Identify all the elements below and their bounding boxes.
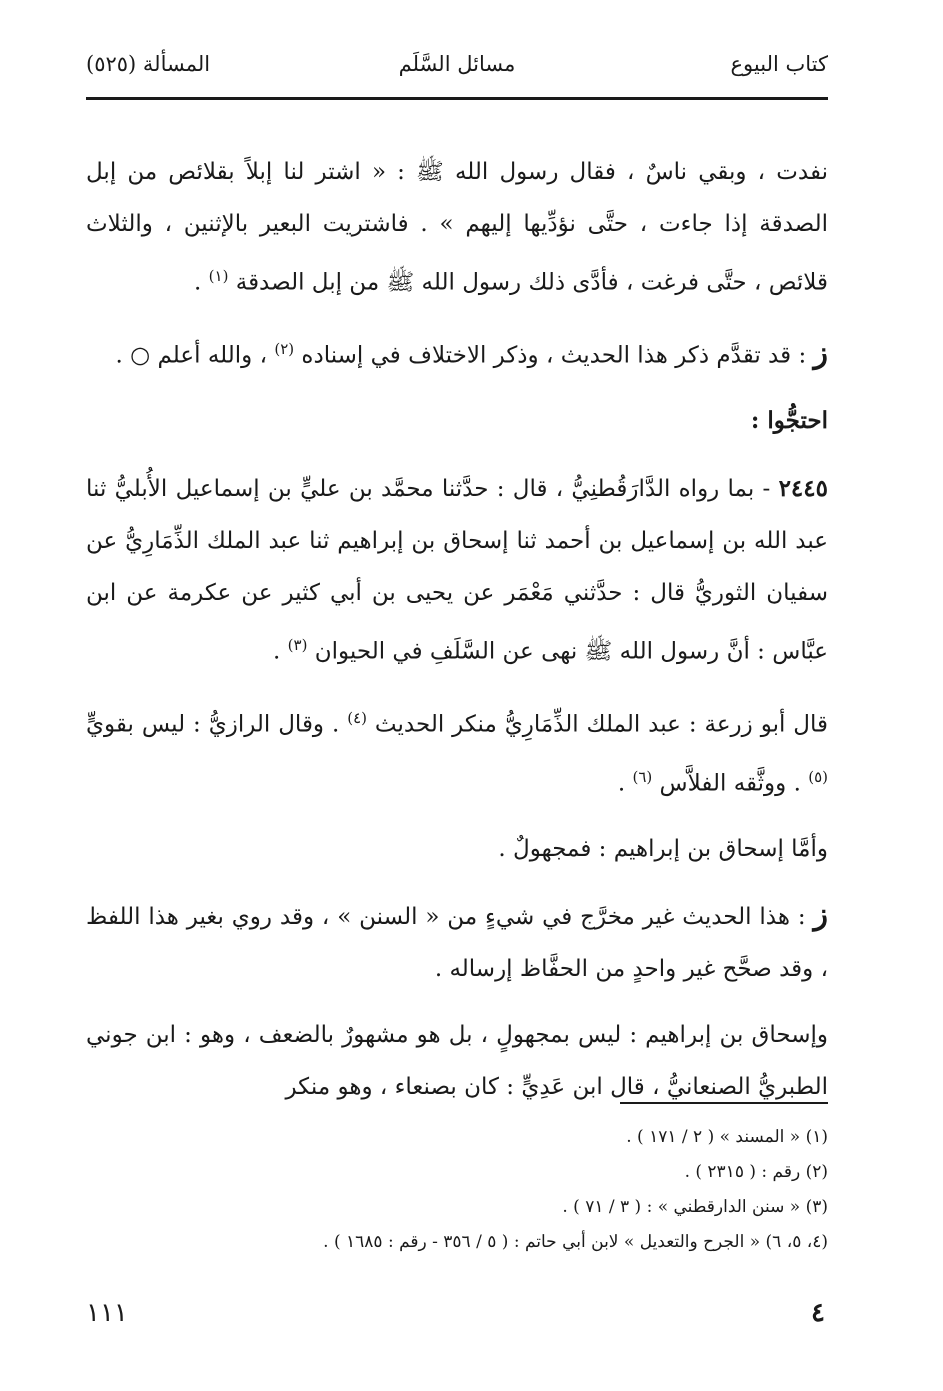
footnote-2: (٢) رقم : ( ٢٣١٥ ) . xyxy=(684,1162,828,1182)
paragraph-2 xyxy=(86,323,828,382)
paragraph-5: وأمَّا إسحاق بن إبراهيم : فمجهولٌ . xyxy=(498,836,828,863)
section-heading: احتجُّوا : xyxy=(750,407,828,435)
paragraph-1 xyxy=(86,146,828,309)
paragraph-3-text: - بما رواه الدَّارَقُطنِيُّ ، قال : حدَّثنا محمَّد بن عليٍّ بن إسماعيل الأُبليُّ ثنا عبد الله بن إسماعيل بن أحمد ثنا إسحاق بن إبراهيم ثنا عبد الملك الذِّمَارِيُّ عن سفيان الثوريُّ قال : حدَّثني مَعْمَر عن يحيى بن أبي كثير عن عكرمة عن ابن عبَّاس : أنَّ رسول الله ﷺ نهى عن السَّلَفِ في الحيوان xyxy=(86,476,828,665)
paragraph-4 xyxy=(86,692,828,809)
paragraph-3 xyxy=(86,463,828,678)
footnote-ref-3: (٣) xyxy=(287,636,308,655)
paragraph-4-text-a: قال أبو زرعة : عبد الملك الذِّمَارِيُّ منكر الحديث xyxy=(374,711,829,738)
paragraph-3-end: . xyxy=(273,638,288,665)
footnote-ref-1: (١) xyxy=(208,267,229,285)
paragraph-4-end: . xyxy=(617,770,633,797)
zawaid-marker-2: ز xyxy=(813,897,828,933)
footnote-ref-6: (٦) xyxy=(632,767,653,786)
footnote-3: (٣) « سنن الدارقطني » : ( ٣ / ٧١ ) . xyxy=(562,1197,828,1217)
paragraph-6-text: : هذا الحديث غير مخرَّج في شيءٍ من « السنن » ، وقد روي بغير هذا اللفظ ، وقد صحَّح غير واحدٍ من الحفَّاظ إرساله . xyxy=(86,904,828,983)
paragraph-1-end: . xyxy=(194,269,209,296)
paragraph-6 xyxy=(86,889,828,995)
header-issue-number: المسألة (٥٢٥) xyxy=(86,52,211,76)
footnote-ref-4: (٤) xyxy=(347,708,367,727)
paragraph-4-text-b: . وقال الرازيُّ : ليس بقويٍّ xyxy=(86,711,348,738)
footnote-divider xyxy=(620,1102,828,1104)
running-header xyxy=(86,52,828,92)
page-number: ١١١ xyxy=(86,1298,128,1328)
footnote-4-6: (٤، ٥، ٦) « الجرح والتعديل » لابن أبي حاتم : ( ٥ / ٣٥٦ - رقم : ١٦٨٥ ) . xyxy=(323,1232,828,1252)
volume-number: ٤ xyxy=(811,1298,825,1328)
header-book-title: كتاب البيوع xyxy=(730,52,828,76)
paragraph-1-text: نفدت ، وبقي ناسٌ ، فقال رسول الله ﷺ : « اشتر لنا إبلاً بقلائص من إبل الصدقة إذا جاءت ، حتَّى نؤدِّيها إليهم » . فاشتريت البعير بالإثنين ، والثلاث قلائص ، حتَّى فرغت ، فأدَّى ذلك رسول الله ﷺ من إبل الصدقة xyxy=(86,159,828,296)
main-text xyxy=(86,146,828,1127)
end-circle-mark: ○ . xyxy=(115,342,158,369)
footnote-ref-5: (٥) xyxy=(808,767,828,786)
header-section-title: مسائل السَّلَم xyxy=(398,52,516,76)
footnote-ref-2: (٢) xyxy=(274,339,295,358)
paragraph-2-text-b: ، والله أعلم xyxy=(157,342,275,369)
zawaid-marker: ز xyxy=(813,335,828,371)
paragraph-7: وإسحاق بن إبراهيم : ليس بمجهولٍ ، بل هو مشهورٌ بالضعف ، وهو : ابن جوني الطبريُّ الصنعانيُّ ، قال ابن عَدِيٍّ : كان بصنعاء ، وهو منكر xyxy=(86,1022,828,1101)
header-divider xyxy=(86,97,828,100)
paragraph-4-text-c: . ووثَّقه الفلاَّس xyxy=(659,770,809,797)
paragraph-2-text-a: : قد تقدَّم ذكر هذا الحديث ، وذكر الاختلاف في إسناده xyxy=(301,342,814,369)
footnotes xyxy=(86,1120,828,1260)
footnote-1: (١) « المسند » ( ٢ / ١٧١ ) . xyxy=(626,1127,828,1147)
hadith-number: ٢٤٤٥ xyxy=(778,475,828,503)
